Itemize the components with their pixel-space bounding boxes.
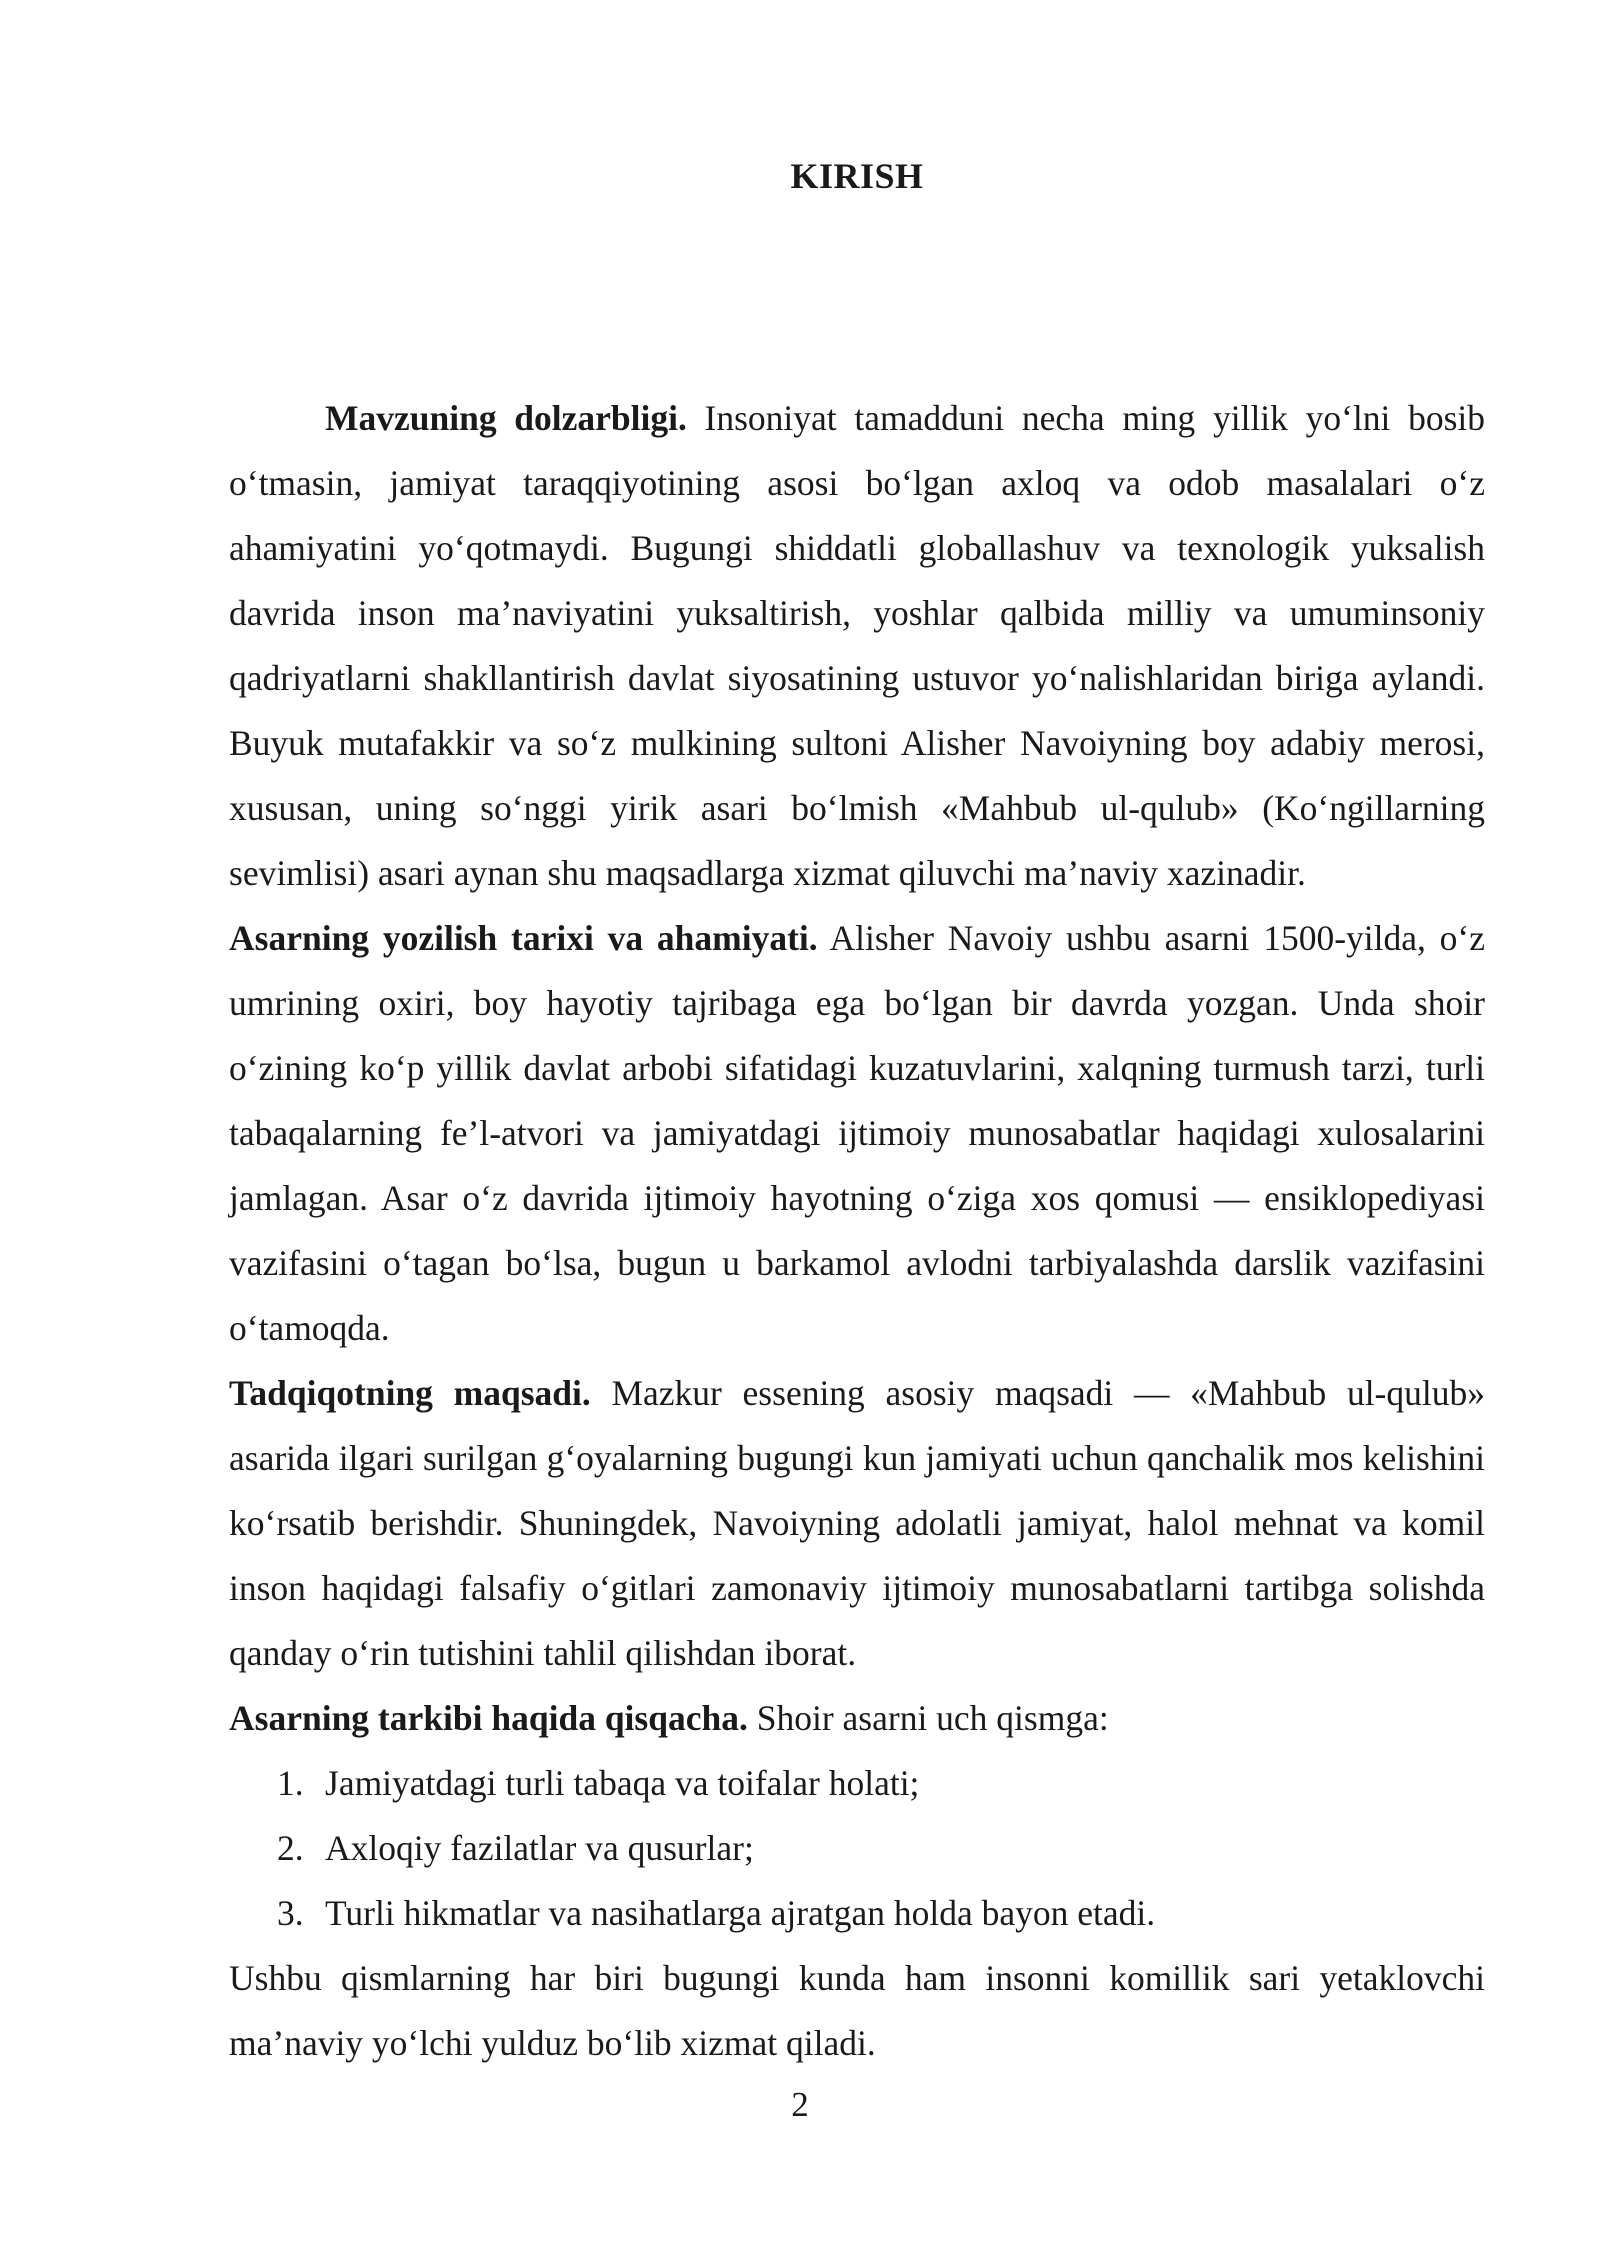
section-text: Mazkur essening asosiy maqsadi — «Mahbub ul-qulub» asarida ilgari surilgan g‘oyalarning bugungi kun jamiyati uchun qanchalik mos kelishini ko‘rsatib berishdir. Shuningdek, Navoiyning adolatli jamiyat, halol mehnat va komil inson haqidagi falsafiy o‘gitlari zamonaviy ijtimoiy munosabatlarni tartibga solishda qanday o‘rin tutishini tahlil qilishdan iborat. — [229, 1373, 1485, 1673]
list-item-number: 1. — [277, 1763, 304, 1803]
section-heading: Mavzuning dolzarbligi. — [325, 398, 687, 438]
parts-list — [229, 1751, 1485, 1946]
list-item — [229, 1751, 1485, 1816]
section-history — [229, 906, 1485, 1361]
list-item-number: 3. — [277, 1893, 304, 1933]
list-item-number: 2. — [277, 1828, 304, 1868]
list-item — [229, 1881, 1485, 1946]
section-text: Insoniyat tamadduni necha ming yillik yo‘lni bosib o‘tmasin, jamiyat taraqqiyotining asosi bo‘lgan axloq va odob masalalari o‘z ahamiyatini yo‘qotmaydi. Bugungi shiddatli globallashuv va texnologik yuksalish davrida inson ma’naviyatini yuksaltirish, yoshlar qalbida milliy va umuminsoniy qadriyatlarni shakllantirish davlat siyosatining ustuvor yo‘nalishlaridan biriga aylandi. Buyuk mutafakkir va so‘z mulkining sultoni Alisher Navoiyning boy adabiy merosi, xususan, uning so‘nggi yirik asari bo‘lmish «Mahbub ul-qulub» (Ko‘ngillarning sevimlisi) asari aynan shu maqsadlarga xizmat qiluvchi ma’naviy xazinadir. — [229, 398, 1485, 893]
section-structure — [229, 1686, 1485, 1751]
section-text: Alisher Navoiy ushbu asarni 1500-yilda, o‘z umrining oxiri, boy hayotiy tajribaga ega bo‘lgan bir davrda yozgan. Unda shoir o‘zining ko‘p yillik davlat arbobi sifatidagi kuzatuvlarini, xalqning turmush tarzi, turli tabaqalarning fe’l-atvori va jamiyatdagi ijtimoiy munosabatlar haqidagi xulosalarini jamlagan. Asar o‘z davrida ijtimoiy hayotning o‘ziga xos qomusi — ensiklopediyasi vazifasini o‘tagan bo‘lsa, bugun u barkamol avlodni tarbiyalashda darslik vazifasini o‘tamoqda. — [229, 918, 1485, 1348]
list-item-text: Jamiyatdagi turli tabaqa va toifalar holati; — [325, 1763, 920, 1803]
section-text: Shoir asarni uch qismga: — [756, 1698, 1109, 1738]
section-heading: Tadqiqotning maqsadi. — [229, 1373, 591, 1413]
page-title: KIRISH — [790, 156, 924, 196]
list-item — [229, 1816, 1485, 1881]
section-heading: Asarning tarkibi haqida qisqacha. — [229, 1698, 748, 1738]
section-relevance — [229, 386, 1485, 906]
closing-paragraph: Ushbu qismlarning har biri bugungi kunda ham insonni komillik sari yetaklovchi ma’naviy yo‘lchi yulduz bo‘lib xizmat qiladi. — [229, 1958, 1485, 2063]
section-goal — [229, 1361, 1485, 1686]
page-content — [229, 128, 1485, 2076]
page-number: 2 — [791, 2085, 809, 2124]
list-item-text: Turli hikmatlar va nasihatlarga ajratgan holda bayon etadi. — [325, 1893, 1156, 1933]
section-heading: Asarning yozilish tarixi va ahamiyati. — [229, 918, 818, 958]
body-text — [229, 386, 1485, 2076]
list-item-text: Axloqiy fazilatlar va qusurlar; — [325, 1828, 754, 1868]
